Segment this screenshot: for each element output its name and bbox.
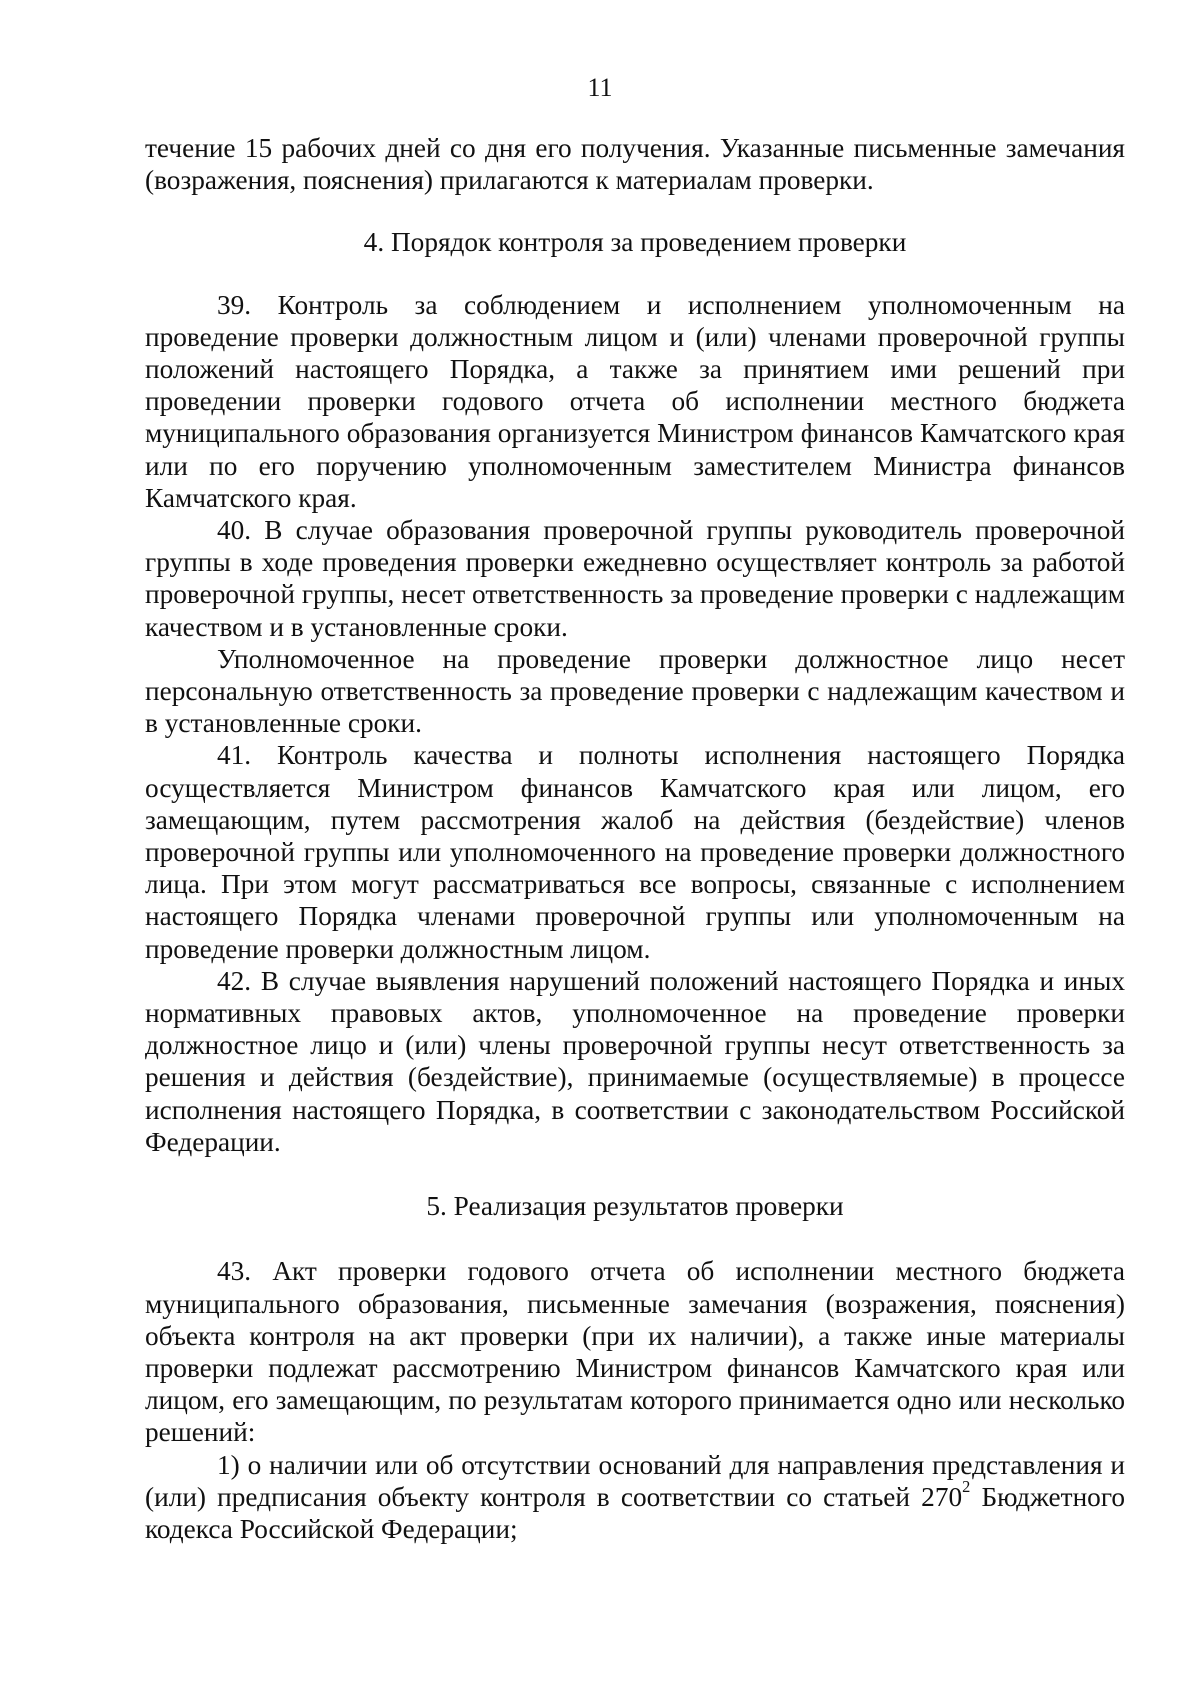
article-superscript: 2 — [962, 1476, 971, 1496]
paragraph-43-item-1 — [145, 1449, 1125, 1546]
paragraph-43: 43. Акт проверки годового отчета об исполнении местного бюджета муниципального образования, письменные замечания (возражения, пояснения) объекта контроля на акт проверки (при их наличии), а также иные материалы проверки подлежат рассмотрению Министром финансов Камчатского края или лицом, его замещающим, по результатам которого принимается одно или несколько решений: — [145, 1256, 1125, 1448]
paragraph-continuation: течение 15 рабочих дней со дня его получения. Указанные письменные замечания (возражения, пояснения) прилагаются к материалам проверки. — [145, 133, 1125, 196]
paragraph-41: 41. Контроль качества и полноты исполнения настоящего Порядка осуществляется Министром финансов Камчатского края или лицом, его замещающим, путем рассмотрения жалоб на действия (бездействие) членов проверочной группы или уполномоченного на проведение проверки должностного лица. При этом могут рассматриваться все вопросы, связанные с исполнением настоящего Порядка членами проверочной группы или уполномоченным на проведение проверки должностным лицом. — [145, 740, 1125, 964]
item-1-text: 1) о наличии или об отсутствии оснований для направления представления и (или) предписания объекту контроля в соответствии со статьей 270 — [145, 1449, 1125, 1512]
item-1-text-end: Бюджетного кодекса Российской Федерации; — [145, 1481, 1125, 1544]
section-heading-5: 5. Реализация результатов проверки — [426, 1191, 844, 1222]
paragraph-40-continued: Уполномоченное на проведение проверки должностное лицо несет персональную ответственность за проведение проверки с надлежащим качеством и в установленные сроки. — [145, 643, 1125, 739]
paragraph-40: 40. В случае образования проверочной группы руководитель проверочной группы в ходе проведения проверки ежедневно осуществляет контроль за работой проверочной группы, несет ответственность за проведение проверки с надлежащим качеством и в установленные сроки. — [145, 515, 1125, 642]
document-body — [145, 132, 1125, 1545]
paragraph-39: 39. Контроль за соблюдением и исполнением уполномоченным на проведение проверки должностным лицом и (или) членами проверочной группы положений настоящего Порядка, а также за принятием ими решений при проведении проверки годового отчета об исполнении местного бюджета муниципального образования организуется Министром финансов Камчатского края или по его поручению уполномоченным заместителем Министра финансов Камчатского края. — [145, 289, 1125, 513]
section-heading-4: 4. Порядок контроля за проведением проверки — [363, 227, 907, 258]
paragraph-42: 42. В случае выявления нарушений положений настоящего Порядка и иных нормативных правовых актов, уполномоченное на проведение проверки должностное лицо и (или) члены проверочной группы несут ответственность за решения и действия (бездействие), принимаемые (осуществляемые) в процессе исполнения настоящего Порядка, в соответствии с законодательством Российской Федерации. — [145, 965, 1125, 1157]
page-number: 11 — [587, 73, 613, 102]
